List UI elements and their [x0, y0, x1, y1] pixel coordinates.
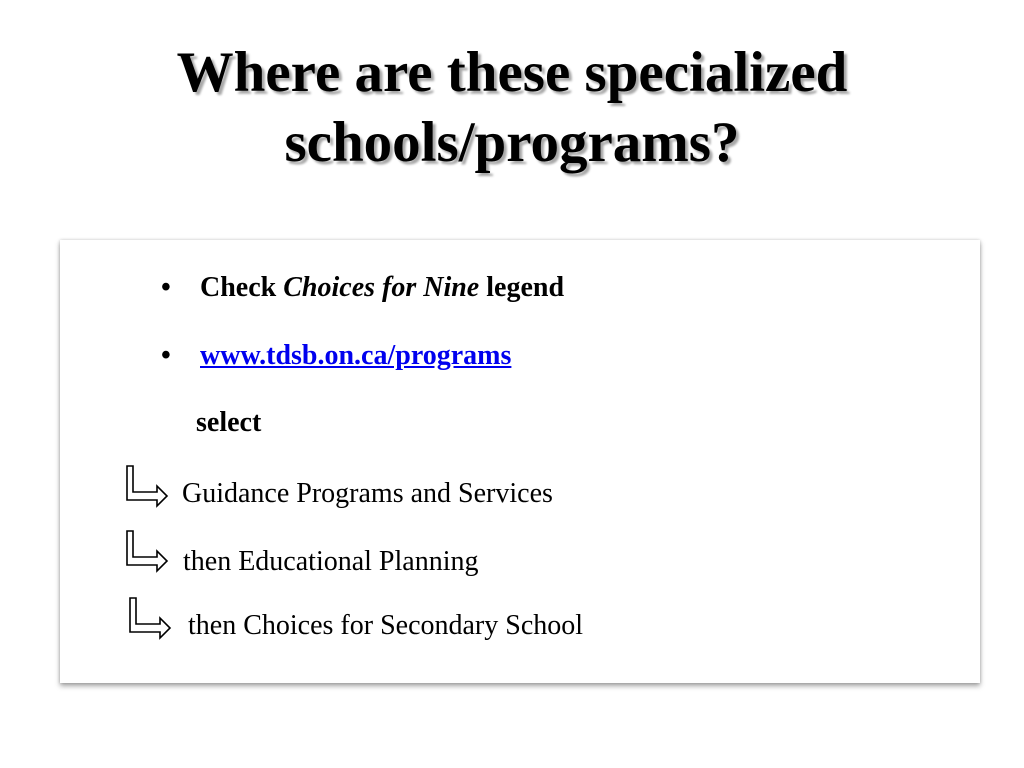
bullet-item-check-legend	[200, 271, 564, 305]
slide-title-line-2: schools/programs?	[284, 111, 740, 174]
bullet-1-prefix: Check	[200, 272, 284, 303]
step-guidance-programs: Guidance Programs and Services	[182, 478, 553, 509]
tdsb-programs-link[interactable]: www.tdsb.on.ca/programs	[200, 340, 512, 371]
bullet-marker-2: •	[161, 340, 171, 371]
select-label: select	[196, 407, 262, 438]
slide-title-line-1: Where are these specialized	[176, 41, 848, 104]
bullet-marker-1: •	[161, 272, 171, 303]
step-choices-secondary-school: then Choices for Secondary School	[188, 610, 584, 641]
bent-arrow-icon	[124, 463, 170, 509]
step-educational-planning: then Educational Planning	[183, 546, 479, 577]
bullet-item-website	[200, 339, 511, 373]
slide-title	[0, 38, 1024, 178]
bent-arrow-icon	[127, 595, 173, 641]
bullet-1-suffix: legend	[479, 272, 565, 303]
bullet-1-emphasis: Choices for Nine	[283, 272, 480, 303]
bent-arrow-icon	[124, 528, 170, 574]
